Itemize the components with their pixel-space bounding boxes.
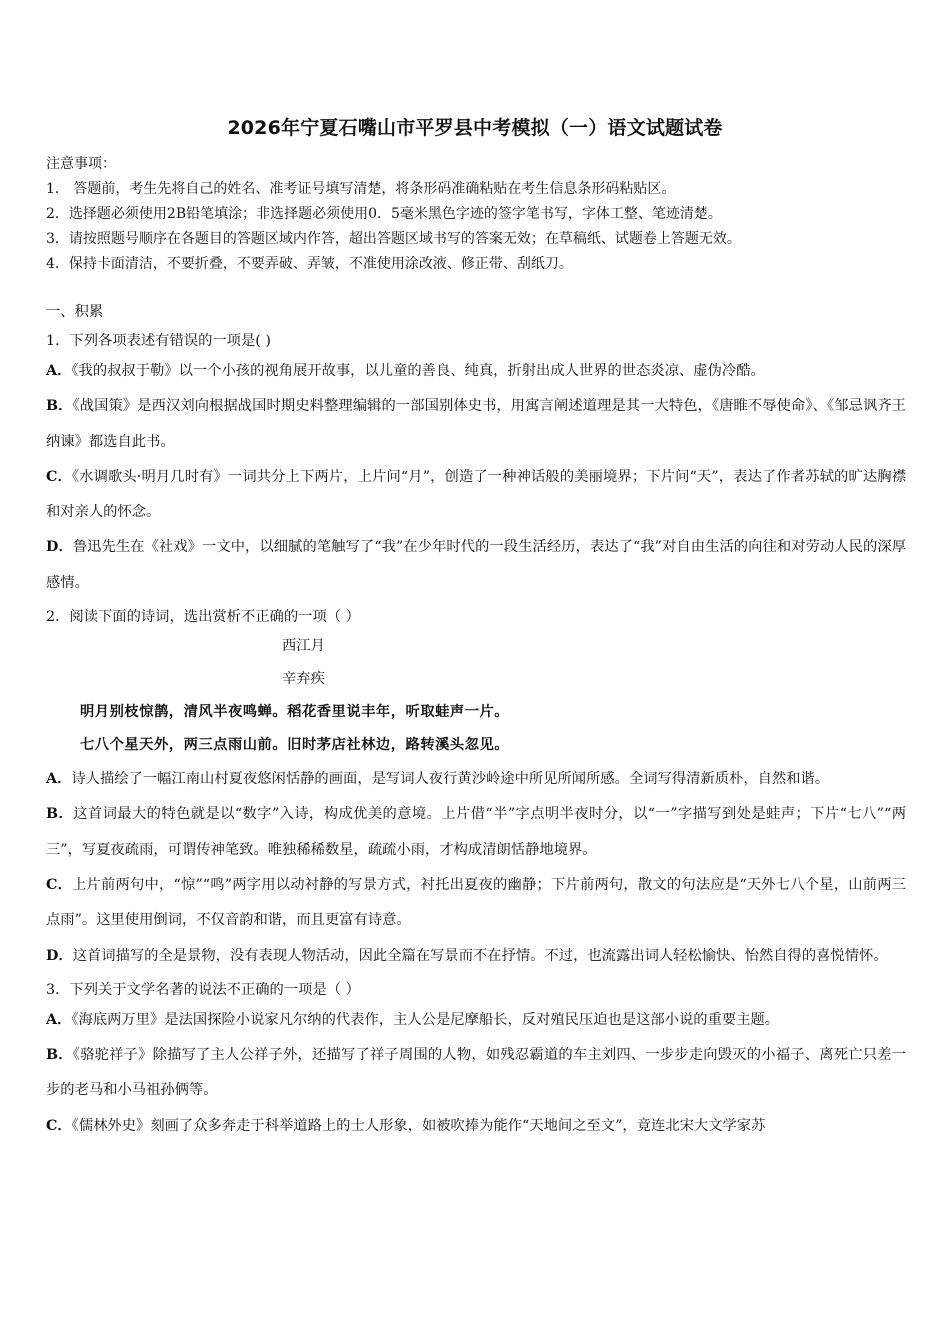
option-text: 《水调歌头·明月几时有》一词共分上下两片，上片问“月”，创造了一种神话般的美丽境界；下片问“天”，表达了作者苏轼的旷达胸襟和对亲人的怀念。 xyxy=(46,468,906,521)
question-1-option-d xyxy=(46,530,906,601)
option-text: 诗人描绘了一幅江南山村夏夜悠闲恬静的画面，是写词人夜行黄沙岭途中所见所闻所感。全词写得清新质朴，自然和谐。 xyxy=(71,771,830,788)
option-text: 《儒林外史》刻画了众多奔走于科举道路上的士人形象，如被吹捧为能作“天地间之至文”，竟连北宋大文学家苏 xyxy=(71,1117,766,1134)
option-text: 《海底两万里》是法国探险小说家凡尔纳的代表作，主人公是尼摩船长，反对殖民压迫也是这部小说的重要主题。 xyxy=(71,1011,780,1028)
notice-item: 4．保持卡面清洁，不要折叠，不要弄破、弄皱，不准使用涂改液、修正带、刮纸刀。 xyxy=(46,256,573,272)
question-1-option-c xyxy=(46,460,906,531)
option-text: 鲁迅先生在《社戏》一文中，以细腻的笔触写了“我”在少年时代的一段生活经历，表达了“我”对自由生活的向往和对劳动人民的深厚感情。 xyxy=(46,539,906,591)
exam-title: 2026年宁夏石嘴山市平罗县中考模拟（一）语文试题试卷 xyxy=(227,117,723,139)
notice-block xyxy=(46,152,906,277)
option-label: D． xyxy=(46,539,73,556)
option-label: B． xyxy=(46,398,73,415)
question-2-option-a xyxy=(46,762,906,797)
option-label: A． xyxy=(46,1011,72,1028)
question-3-option-c xyxy=(46,1109,906,1144)
notice-item: 2．选择题必须使用2B铅笔填涂；非选择题必须使用0．5毫米黑色字迹的签字笔书写，字体工整、笔迹清楚。 xyxy=(46,206,722,222)
question-3-option-b xyxy=(46,1038,906,1109)
notice-item: 3．请按照题号顺序在各题目的答题区域内作答，超出答题区域书写的答案无效；在草稿纸、试题卷上答题无效。 xyxy=(46,231,741,247)
poem-author: 辛弃疾 xyxy=(282,671,325,688)
notice-heading: 注意事项： xyxy=(46,156,116,172)
option-label: A． xyxy=(46,771,72,788)
option-label: C． xyxy=(46,876,73,893)
option-label: A． xyxy=(46,363,72,379)
option-text: 《战国策》是西汉刘向根据战国时期史料整理编辑的一部国别体史书，用寓言阐述道理是其一大特色，《唐睢不辱使命》、《邹忌讽齐王纳谏》都选自此书。 xyxy=(46,398,906,450)
question-2-stem: 2．阅读下面的诗词，选出赏析不正确的一项（ ） xyxy=(46,609,360,626)
question-3-option-a xyxy=(46,1003,906,1038)
question-content xyxy=(46,300,906,1144)
option-text: 《我的叔叔于勒》以一个小孩的视角展开故事，以儿童的善良、纯真，折射出成人世界的世态炎凉、虚伪冷酷。 xyxy=(71,363,765,379)
option-label: B． xyxy=(46,1047,73,1064)
option-text: 上片前两句中，“惊”“鸣”两字用以动衬静的写景方式，衬托出夏夜的幽静；下片前两句，散文的句法应是“天外七八个星，山前两三点雨”。这里使用倒词，不仅音韵和谐，而且更富有诗意。 xyxy=(46,876,906,929)
option-text: 这首词描写的全是景物，没有表现人物活动，因此全篇在写景而不在抒情。不过，也流露出词人轻松愉快、怡然自得的喜悦情怀。 xyxy=(72,947,888,964)
option-text: 《骆驼祥子》除描写了主人公祥子外，还描写了祥子周围的人物，如残忍霸道的车主刘四、一步步走向毁灭的小福子、离死亡只差一步的老马和小马祖孙俩等。 xyxy=(46,1047,906,1099)
section-heading: 一、积累 xyxy=(46,304,104,320)
question-1-option-a xyxy=(46,354,906,389)
question-3-stem: 3．下列关于文学名著的说法不正确的一项是（ ） xyxy=(46,981,360,998)
poem-line: 七八个星天外，两三点雨山前。旧时茅店社林边，路转溪头忽见。 xyxy=(80,737,510,754)
option-label: B． xyxy=(46,806,74,823)
option-label: D． xyxy=(46,947,73,964)
question-1-option-b xyxy=(46,389,906,460)
poem-title: 西江月 xyxy=(282,638,325,655)
question-2-option-d xyxy=(46,939,906,974)
question-2-option-b xyxy=(46,797,906,868)
option-text: 这首词最大的特色就是以“数字”入诗，构成优美的意境。上片借“半”字点明半夜时分，以“一”字描写到处是蛙声；下片“七八”“两三”，写夏夜疏雨，可谓传神笔致。唯独稀稀数星，疏疏小雨，才构成清朗恬静地境界。 xyxy=(46,806,906,858)
option-label: C． xyxy=(46,1117,72,1134)
notice-item: 1． 答题前，考生先将自己的姓名、准考证号填写清楚，将条形码准确粘贴在考生信息条形码粘贴区。 xyxy=(46,181,676,197)
poem-line: 明月别枝惊鹊，清风半夜鸣蝉。稻花香里说丰年，听取蛙声一片。 xyxy=(80,704,510,721)
option-label: C． xyxy=(46,468,72,485)
question-1-stem: 1．下列各项表述有错误的一项是( ) xyxy=(46,333,271,349)
question-2-option-c xyxy=(46,868,906,939)
